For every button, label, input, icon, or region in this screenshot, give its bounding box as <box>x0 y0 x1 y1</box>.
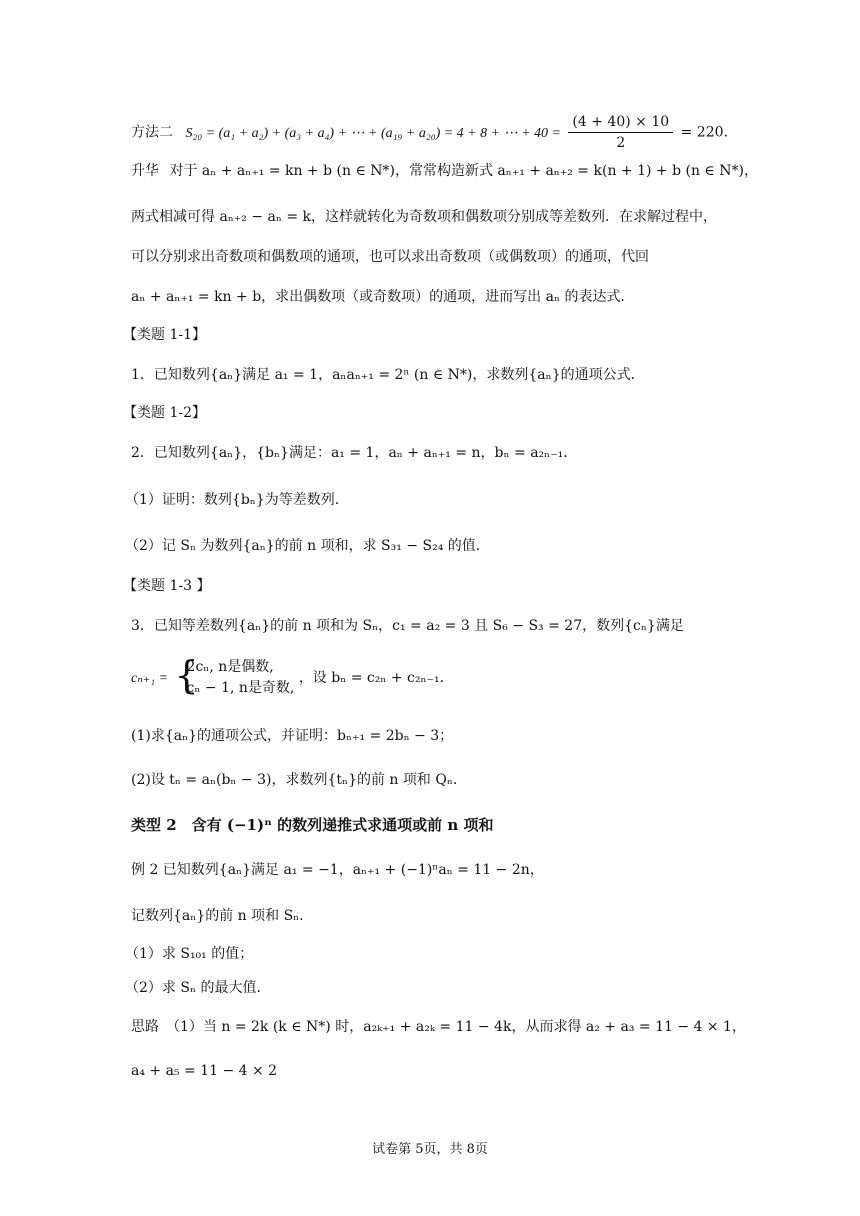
q13-cases-line <box>131 653 454 701</box>
q13-part2: (2)设 tₙ = aₙ(bₙ − 3)，求数列{tₙ}的前 n 项和 Qₙ． <box>131 772 467 788</box>
brace-icon: { <box>174 653 199 697</box>
q11-text: 1．已知数列{aₙ}满足 a₁ = 1，aₙaₙ₊₁ = 2ⁿ (n ∈ N*)，求数列{aₙ}的通项公式． <box>131 367 645 383</box>
piecewise-cases <box>174 653 295 699</box>
cases-lhs: cₙ₊₁ = <box>131 671 169 686</box>
page-footer: 试卷第 5页，共 8页 <box>372 1142 488 1157</box>
q13-header: 【类题 1-3 】 <box>123 578 211 594</box>
upgrade-label: 升华 <box>131 163 159 179</box>
type2-heading: 类型 2 含有 (−1)ⁿ 的数列递推式求通项或前 n 项和 <box>131 816 494 834</box>
q13-text: 3．已知等差数列{aₙ}的前 n 项和为 Sₙ，c₁ = a₂ = 3 且 S₆ − S₃ = 27，数列{cₙ}满足 <box>131 618 684 634</box>
case-row-1: 2cₙ, n是偶数, <box>186 659 274 675</box>
q13-part1: (1)求{aₙ}的通项公式，并证明：bₙ₊₁ = 2bₙ − 3； <box>131 728 454 744</box>
method2-lhs: S₂₀ = (a₁ + a₂) + (a₃ + a₄) + ⋯ + (a₁₉ + a₂₀) = 4 + 8 + ⋯ + 40 = <box>185 125 561 141</box>
upgrade-line-3: 可以分别求出奇数项和偶数项的通项，也可以求出奇数项（或偶数项）的通项，代回 <box>131 249 649 265</box>
q12-text: 2．已知数列{aₙ}，{bₙ}满足：a₁ = 1，aₙ + aₙ₊₁ = n，bₙ = a₂ₙ₋₁． <box>131 445 578 461</box>
q12-part1: （1）证明：数列{bₙ}为等差数列． <box>125 492 349 508</box>
ex2-line-1: 例 2 已知数列{aₙ}满足 a₁ = −1，aₙ₊₁ + (−1)ⁿaₙ = 11 − 2n， <box>131 862 544 878</box>
ex2-part1: （1）求 S₁₀₁ 的值； <box>125 946 254 962</box>
ex2-part2: （2）求 Sₙ 的最大值． <box>125 980 271 996</box>
q12-part2: （2）记 Sₙ 为数列{aₙ}的前 n 项和，求 S₃₁ − S₂₄ 的值． <box>125 538 490 554</box>
ex2-line-2: 记数列{aₙ}的前 n 项和 Sₙ． <box>131 908 314 924</box>
ex2-idea-2: a₄ + a₅ = 11 − 4 × 2 <box>131 1063 278 1079</box>
method2-label: 方法二 <box>131 124 173 141</box>
upgrade-line-2: 两式相减可得 aₙ₊₂ − aₙ = k，这样就转化为奇数项和偶数项分别成等差数列．在求解过程中， <box>131 209 718 225</box>
upgrade-text-1: 对于 aₙ + aₙ₊₁ = kn + b (n ∈ N*)，常常构造新式 aₙ₊₁ + aₙ₊₂ = k(n + 1) + b (n ∈ N*)， <box>169 163 758 179</box>
method2-fraction <box>568 112 673 153</box>
q12-header: 【类题 1-2】 <box>123 405 206 421</box>
method2-line <box>131 112 728 153</box>
upgrade-line-1 <box>131 161 758 181</box>
method2-result: = 220. <box>680 124 728 141</box>
case-row-2: cₙ − 1, n是奇数, <box>186 680 295 696</box>
upgrade-line-4: aₙ + aₙ₊₁ = kn + b，求出偶数项（或奇数项）的通项，进而写出 aₙ 的表达式． <box>131 289 635 305</box>
ex2-idea: 思路 （1）当 n = 2k (k ∈ N*) 时，a₂ₖ₊₁ + a₂ₖ = 11 − 4k，从而求得 a₂ + a₃ = 11 − 4 × 1， <box>131 1019 746 1035</box>
q11-header: 【类题 1-1】 <box>123 327 206 343</box>
cases-tail: ，设 bₙ = c₂ₙ + c₂ₙ₋₁． <box>298 670 454 686</box>
fraction-numerator: (4 + 40) × 10 <box>568 112 673 133</box>
fraction-denominator: 2 <box>616 135 626 151</box>
